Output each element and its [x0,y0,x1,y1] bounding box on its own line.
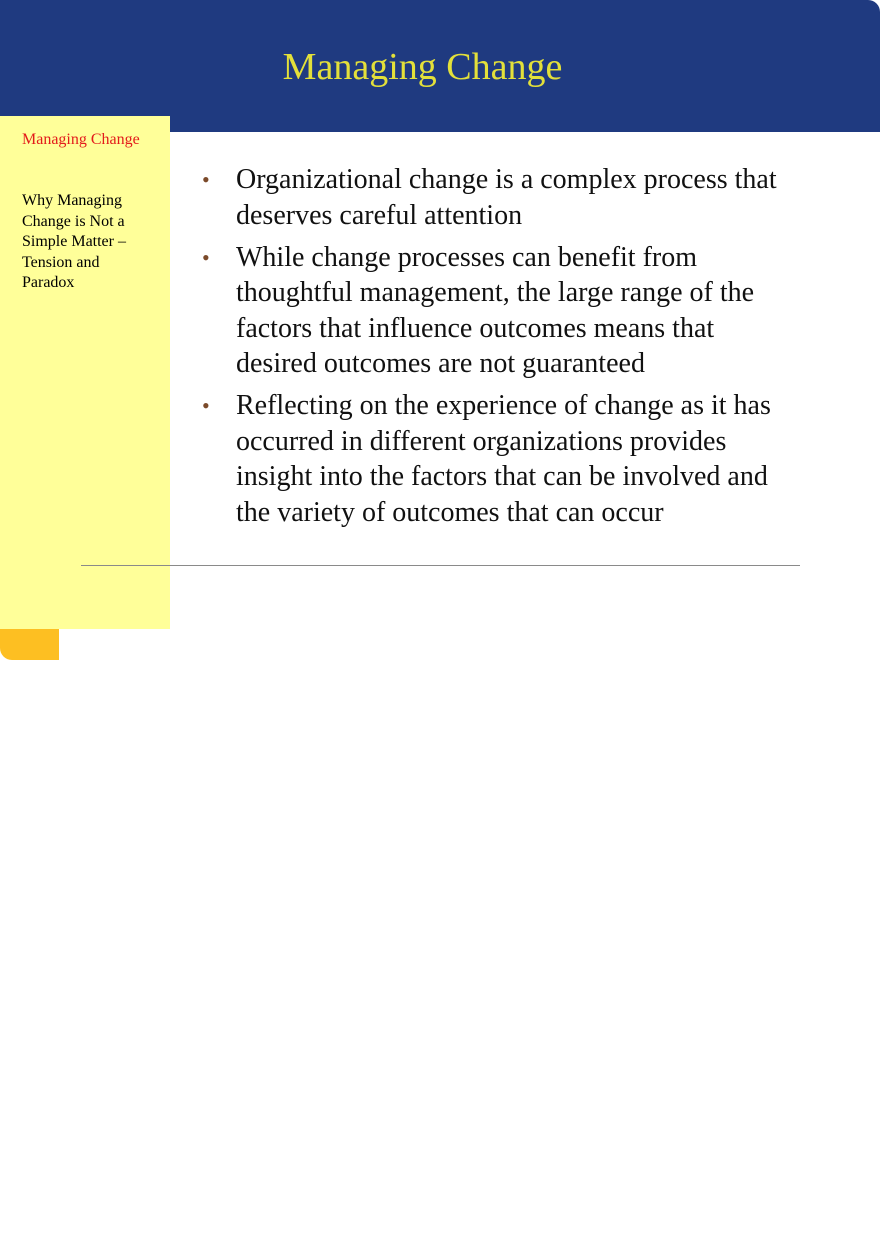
bullet-item [200,162,800,233]
bullet-text: Reflecting on the experience of change as it has occurred in different organizations provides insight into the factors that can be involved and the variety of outcomes that can occur [236,390,771,528]
content-area [200,162,800,537]
sidebar [0,116,170,629]
bullet-item [200,388,800,530]
title-bar [0,0,880,132]
bullet-list [200,162,800,530]
bullet-item [200,240,800,382]
slide-title: Managing Change [282,46,563,88]
bullet-text: While change processes can benefit from thoughtful management, the large range of the factors that influence outcomes means that desired outcomes are not guaranteed [236,241,755,379]
sidebar-current-section[interactable]: Managing Change [22,131,140,148]
bullet-icon: • [202,167,210,192]
sidebar-next-section[interactable]: Why Managing Change is Not a Simple Matter – Tension and Paradox [22,192,126,291]
bullet-text: Organizational change is a complex process that deserves careful attention [236,164,777,231]
bullet-icon: • [202,393,210,418]
divider-line [81,565,800,566]
bullet-icon: • [202,244,210,270]
